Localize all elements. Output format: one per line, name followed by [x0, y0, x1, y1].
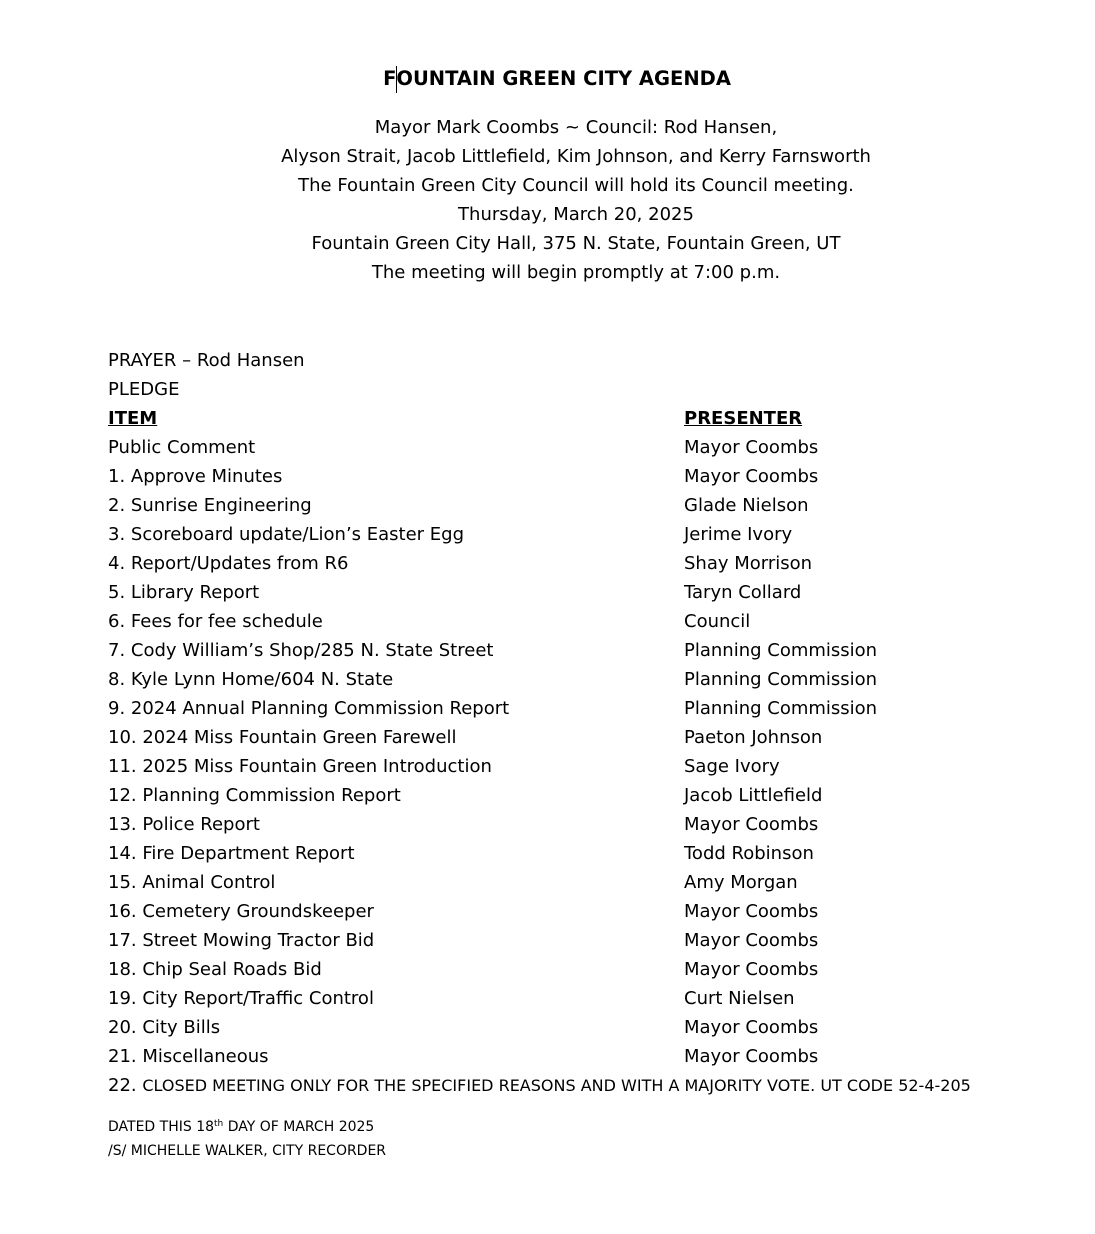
closed-meeting-text: CLOSED MEETING ONLY FOR THE SPECIFIED REASONS AND WITH A MAJORITY VOTE. UT CODE 52-4-205 — [142, 1076, 971, 1095]
agenda-presenter: Mayor Coombs — [684, 959, 819, 980]
meeting-date-line: Thursday, March 20, 2025 — [458, 204, 694, 225]
agenda-row — [108, 607, 1068, 636]
agenda-row — [108, 752, 1068, 781]
agenda-row — [108, 520, 1068, 549]
agenda-presenter: Curt Nielsen — [684, 988, 795, 1009]
column-headers — [108, 404, 1068, 433]
meeting-location-line: Fountain Green City Hall, 375 N. State, Fountain Green, UT — [311, 233, 841, 254]
meeting-time-line: The meeting will begin promptly at 7:00 p.m. — [371, 262, 781, 283]
agenda-item: 19. City Report/Traffic Control — [108, 988, 374, 1009]
agenda-presenter: Mayor Coombs — [684, 814, 819, 835]
agenda-row — [108, 723, 1068, 752]
agenda-presenter: Mayor Coombs — [684, 1017, 819, 1038]
agenda-presenter: Mayor Coombs — [684, 901, 819, 922]
footer — [108, 1115, 386, 1163]
agenda-row — [108, 781, 1068, 810]
agenda-title: FOUNTAIN GREEN CITY AGENDA — [383, 67, 731, 90]
agenda-item: 12. Planning Commission Report — [108, 785, 401, 806]
agenda-item: 6. Fees for fee schedule — [108, 611, 323, 632]
agenda-presenter: Mayor Coombs — [684, 930, 819, 951]
agenda-item: 1. Approve Minutes — [108, 466, 283, 487]
meeting-header — [0, 113, 1095, 287]
agenda-presenter: Jerime Ivory — [684, 524, 793, 545]
council-line: Mayor Mark Coombs ~ Council: Rod Hansen, — [374, 117, 778, 138]
agenda-row — [108, 984, 1068, 1013]
agenda-item: 5. Library Report — [108, 582, 260, 603]
agenda-row — [108, 1042, 1068, 1071]
prayer-line: PRAYER – Rod Hansen — [108, 350, 305, 371]
agenda-row — [108, 839, 1068, 868]
agenda-row — [108, 578, 1068, 607]
council-members-line: Alyson Strait, Jacob Littlefield, Kim Johnson, and Kerry Farnsworth — [281, 146, 871, 167]
presenter-column-header: PRESENTER — [684, 408, 803, 429]
agenda-row — [108, 926, 1068, 955]
agenda-list — [108, 433, 1068, 1071]
agenda-presenter: Amy Morgan — [684, 872, 798, 893]
agenda-item: 18. Chip Seal Roads Bid — [108, 959, 322, 980]
agenda-presenter: Mayor Coombs — [684, 466, 819, 487]
agenda-item: 14. Fire Department Report — [108, 843, 355, 864]
agenda-row — [108, 636, 1068, 665]
agenda-row — [108, 897, 1068, 926]
agenda-presenter: Todd Robinson — [684, 843, 814, 864]
agenda-item: 20. City Bills — [108, 1017, 221, 1038]
agenda-item: 4. Report/Updates from R6 — [108, 553, 349, 574]
agenda-row — [108, 1013, 1068, 1042]
agenda-presenter: Planning Commission — [684, 669, 878, 690]
item-column-header: ITEM — [108, 408, 158, 429]
agenda-item: 21. Miscellaneous — [108, 1046, 269, 1067]
agenda-item: 15. Animal Control — [108, 872, 276, 893]
agenda-item: 2. Sunrise Engineering — [108, 495, 312, 516]
agenda-presenter: Paeton Johnson — [684, 727, 823, 748]
agenda-presenter: Glade Nielson — [684, 495, 809, 516]
agenda-row — [108, 549, 1068, 578]
agenda-item: 13. Police Report — [108, 814, 260, 835]
agenda-presenter: Council — [684, 611, 751, 632]
agenda-row — [108, 810, 1068, 839]
agenda-row — [108, 868, 1068, 897]
meeting-notice-line: The Fountain Green City Council will hold its Council meeting. — [298, 175, 854, 196]
agenda-item: Public Comment — [108, 437, 256, 458]
pledge-line: PLEDGE — [108, 379, 180, 400]
agenda-row — [108, 491, 1068, 520]
agenda-presenter: Planning Commission — [684, 640, 878, 661]
agenda-item: 7. Cody William’s Shop/285 N. State Street — [108, 640, 494, 661]
signature-line: /S/ MICHELLE WALKER, CITY RECORDER — [108, 1143, 387, 1159]
agenda-row — [108, 694, 1068, 723]
agenda-item: 16. Cemetery Groundskeeper — [108, 901, 374, 922]
agenda-presenter: Mayor Coombs — [684, 1046, 819, 1067]
agenda-presenter: Shay Morrison — [684, 553, 813, 574]
agenda-item: 17. Street Mowing Tractor Bid — [108, 930, 375, 951]
dated-line: DATED THIS 18th DAY OF MARCH 2025 — [108, 1119, 375, 1135]
agenda-item: 10. 2024 Miss Fountain Green Farewell — [108, 727, 457, 748]
agenda-presenter: Sage Ivory — [684, 756, 780, 777]
closed-meeting-number: 22. — [108, 1075, 137, 1096]
agenda-presenter: Taryn Collard — [684, 582, 802, 603]
agenda-row — [108, 462, 1068, 491]
agenda-body — [108, 346, 1068, 1100]
agenda-row — [108, 955, 1068, 984]
agenda-presenter: Planning Commission — [684, 698, 878, 719]
agenda-presenter: Mayor Coombs — [684, 437, 819, 458]
closed-meeting-line — [108, 1071, 1068, 1100]
agenda-item: 3. Scoreboard update/Lion’s Easter Egg — [108, 524, 465, 545]
agenda-item: 9. 2024 Annual Planning Commission Report — [108, 698, 510, 719]
agenda-item: 8. Kyle Lynn Home/604 N. State — [108, 669, 394, 690]
agenda-row — [108, 433, 1068, 462]
agenda-row — [108, 665, 1068, 694]
agenda-presenter: Jacob Littlefield — [684, 785, 823, 806]
agenda-item: 11. 2025 Miss Fountain Green Introduction — [108, 756, 492, 777]
